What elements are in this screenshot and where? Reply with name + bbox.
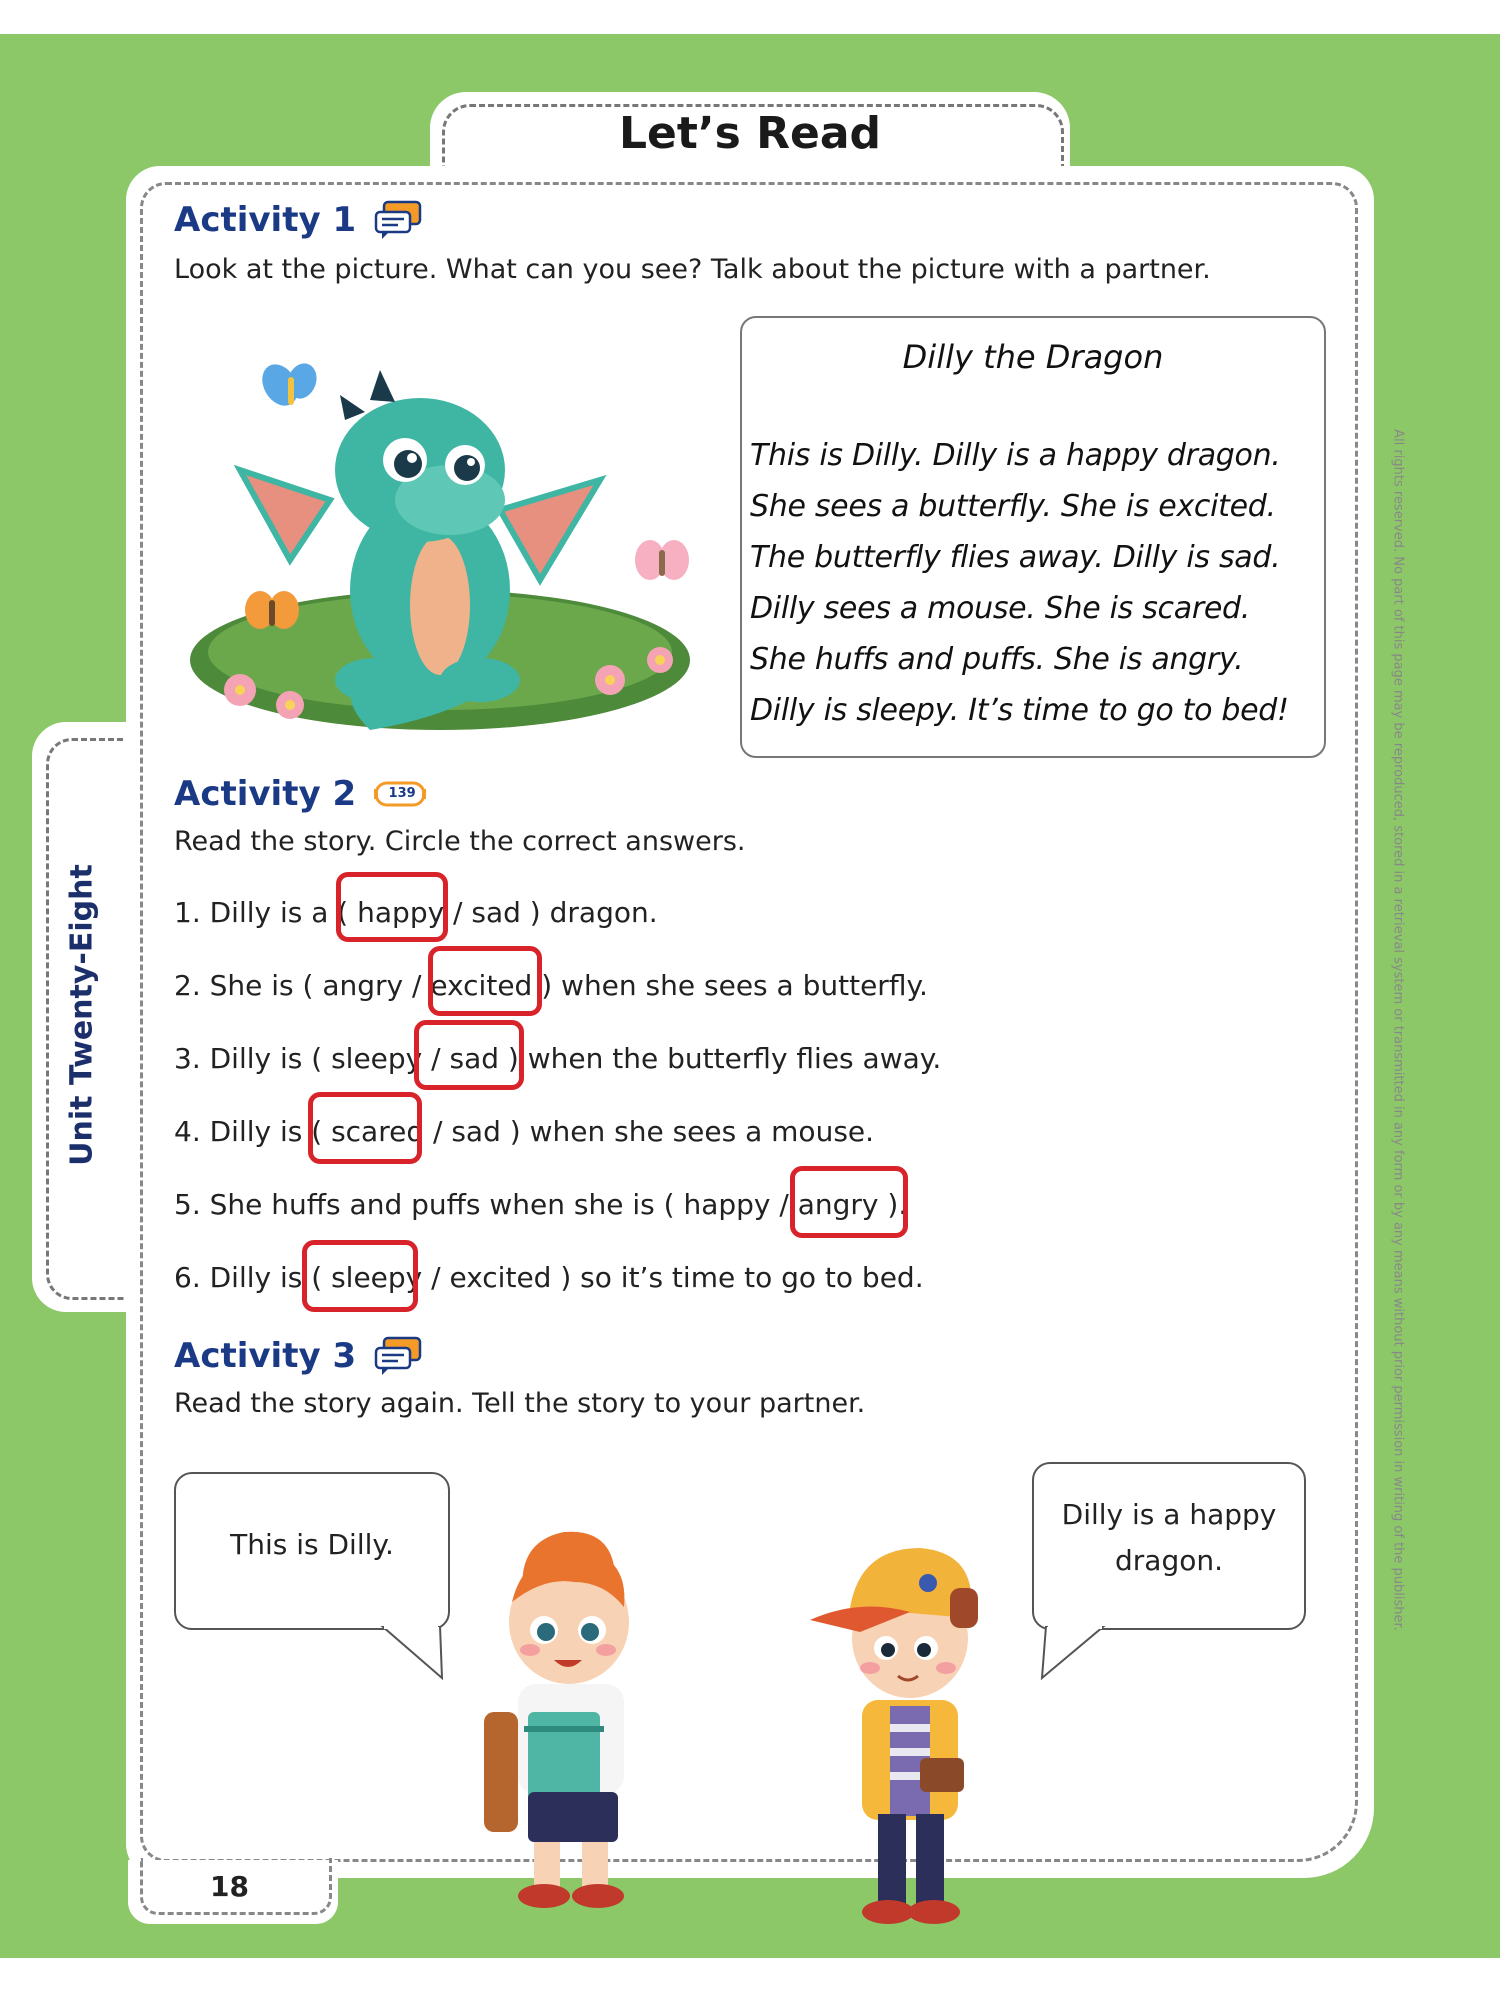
activity-2-title: Activity 2 bbox=[174, 774, 357, 814]
speech-bubble-right-tail bbox=[1036, 1626, 1106, 1682]
story-line: She sees a butterfly. She is excited. bbox=[750, 489, 1276, 524]
speech-bubbles-icon bbox=[374, 200, 424, 240]
activity-1-title: Activity 1 bbox=[174, 200, 357, 240]
question-4: 4. Dilly is ( scared / sad ) when she sees a mouse. bbox=[174, 1115, 875, 1148]
story-line: She huffs and puffs. She is angry. bbox=[750, 642, 1244, 677]
speech-bubble-left-tail bbox=[380, 1626, 450, 1682]
question-1: 1. Dilly is a ( happy / sad ) dragon. bbox=[174, 896, 658, 929]
story-line: The butterfly flies away. Dilly is sad. bbox=[750, 540, 1281, 575]
speech-bubble-left-text: This is Dilly. bbox=[230, 1528, 394, 1561]
story-line: Dilly sees a mouse. She is scared. bbox=[750, 591, 1251, 626]
story-line: Dilly is sleepy. It’s time to go to bed! bbox=[750, 693, 1289, 728]
question-3: 3. Dilly is ( sleepy / sad ) when the butterfly flies away. bbox=[174, 1042, 942, 1075]
question-5: 5. She huffs and puffs when she is ( happy / angry ). bbox=[174, 1188, 908, 1221]
question-6: 6. Dilly is ( sleepy / excited ) so it’s time to go to bed. bbox=[174, 1261, 924, 1294]
activity-1-instruction: Look at the picture. What can you see? Talk about the picture with a partner. bbox=[174, 254, 1211, 285]
dragon-illustration bbox=[170, 360, 730, 760]
audio-track-badge bbox=[374, 777, 430, 811]
activity-1-heading bbox=[174, 200, 424, 240]
answer-circle-6 bbox=[302, 1240, 418, 1312]
activity-2-heading bbox=[174, 774, 430, 814]
story-box bbox=[740, 316, 1326, 758]
boy-with-books-illustration bbox=[464, 1512, 664, 1912]
page-number: 18 bbox=[210, 1870, 249, 1903]
answer-circle-3 bbox=[414, 1020, 524, 1090]
story-title: Dilly the Dragon bbox=[902, 338, 1164, 376]
activity-3-title: Activity 3 bbox=[174, 1336, 357, 1376]
page-title: Let’s Read bbox=[618, 108, 882, 159]
answer-circle-1 bbox=[336, 872, 448, 942]
answer-circle-4 bbox=[308, 1092, 422, 1164]
speech-bubble-right-line1: Dilly is a happy bbox=[1061, 1498, 1277, 1531]
boy-with-cap-illustration bbox=[800, 1528, 1020, 1928]
activity-3-instruction: Read the story again. Tell the story to your partner. bbox=[174, 1388, 866, 1419]
story-line: This is Dilly. Dilly is a happy dragon. bbox=[750, 438, 1281, 473]
speech-bubble-right bbox=[1032, 1462, 1306, 1630]
audio-track-number: 139 bbox=[388, 786, 416, 801]
activity-3-heading bbox=[174, 1336, 424, 1376]
answer-circle-2 bbox=[428, 946, 542, 1016]
speech-bubbles-icon bbox=[374, 1336, 424, 1376]
answer-circle-5 bbox=[790, 1166, 908, 1238]
activity-2-instruction: Read the story. Circle the correct answers. bbox=[174, 826, 746, 857]
question-2: 2. She is ( angry / excited ) when she sees a butterfly. bbox=[174, 969, 928, 1002]
speech-bubble-right-line2: dragon. bbox=[1115, 1544, 1223, 1577]
speech-bubble-left bbox=[174, 1472, 450, 1630]
